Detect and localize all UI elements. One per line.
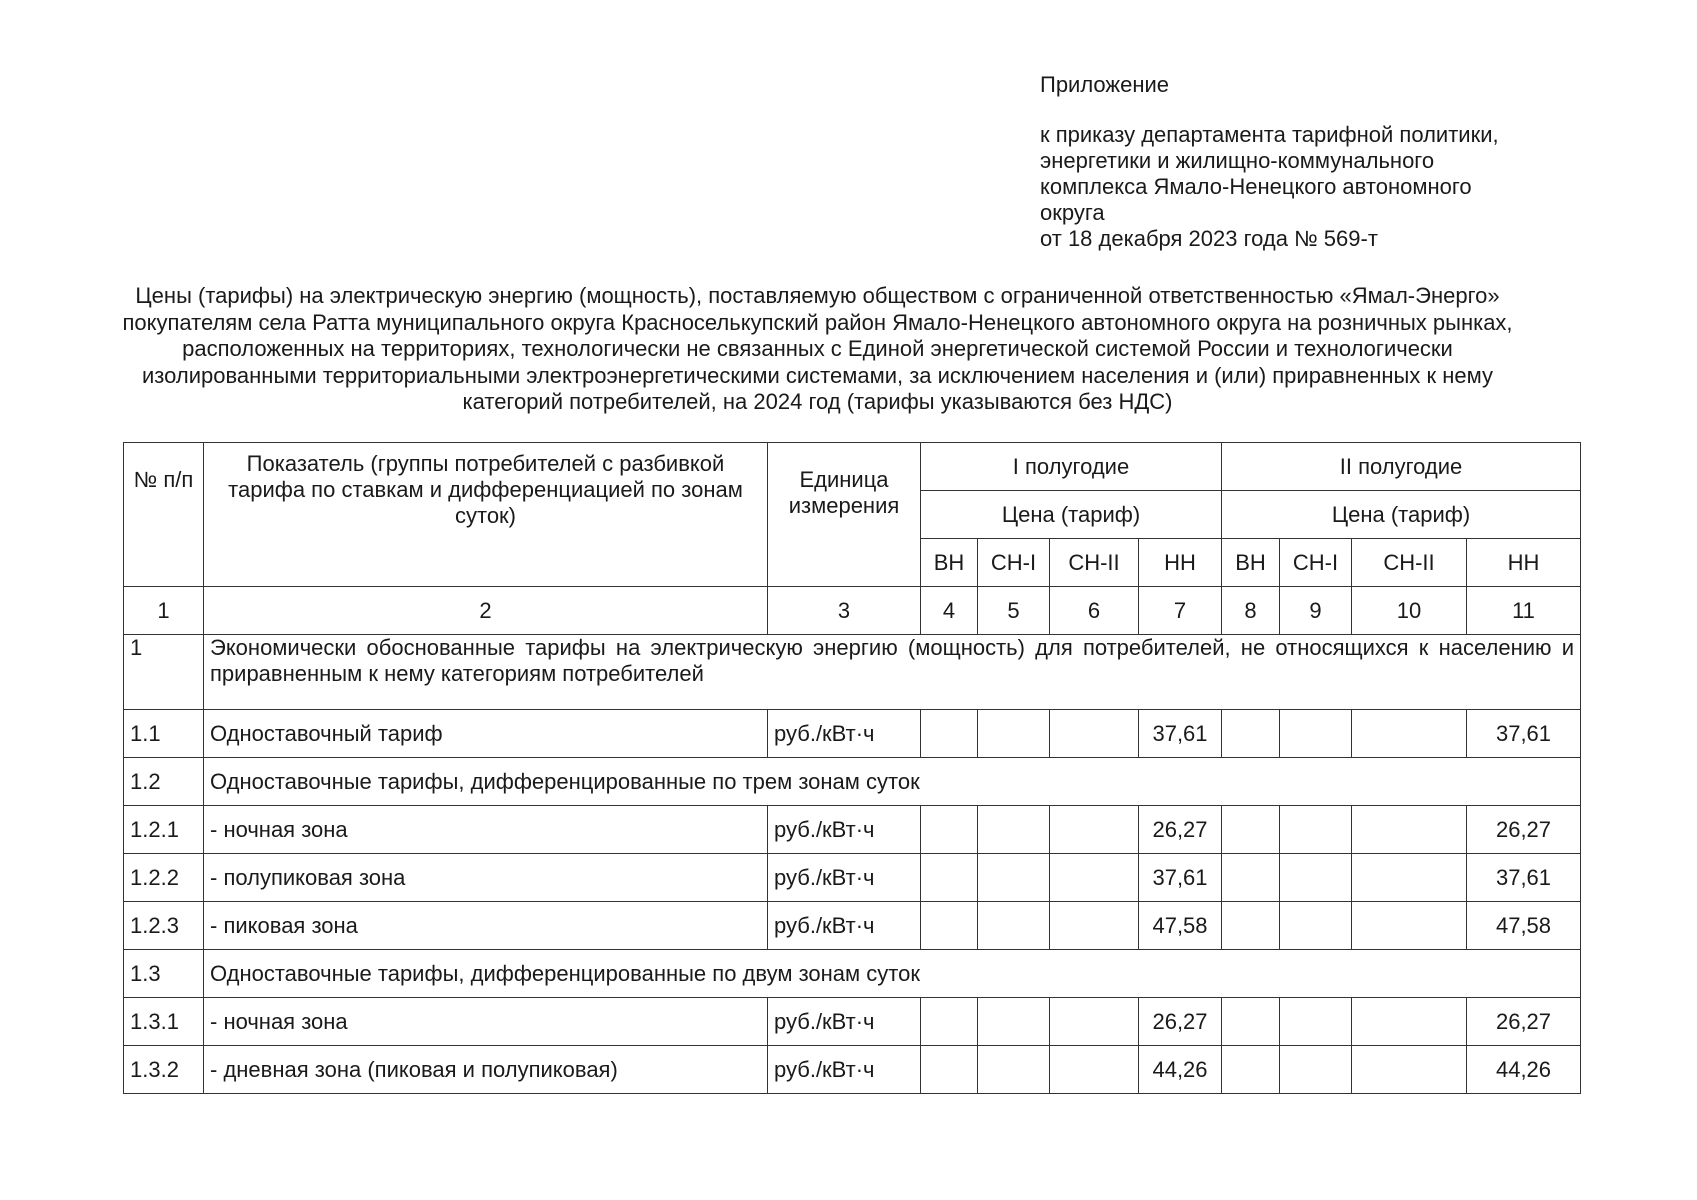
column-number: 2 <box>204 587 768 635</box>
tariff-value: 37,61 <box>1467 854 1581 902</box>
appendix-line: энергетики и жилищно-коммунального <box>1040 148 1435 173</box>
header-indicator: Показатель (группы потребителей с разбивкой тарифа по ставкам и дифференциацией по зонам суток) <box>204 443 768 587</box>
tariff-value <box>978 1046 1050 1094</box>
tariff-value <box>1280 806 1352 854</box>
tariff-value <box>1050 710 1139 758</box>
table-row <box>124 806 1581 854</box>
tariff-value: 26,27 <box>1139 806 1222 854</box>
column-number: 5 <box>978 587 1050 635</box>
tariff-value <box>978 854 1050 902</box>
tariff-value: 44,26 <box>1139 1046 1222 1094</box>
header-level-7: СН-II <box>1352 539 1467 587</box>
row-label: Одноставочный тариф <box>204 710 768 758</box>
column-number: 11 <box>1467 587 1581 635</box>
tariff-value <box>1280 710 1352 758</box>
column-number: 1 <box>124 587 204 635</box>
tariff-value: 47,58 <box>1139 902 1222 950</box>
header-unit: Единица измерения <box>768 443 921 587</box>
row-label: - дневная зона (пиковая и полупиковая) <box>204 1046 768 1094</box>
row-label: - ночная зона <box>204 998 768 1046</box>
tariff-value <box>1050 902 1139 950</box>
tariff-value <box>1050 1046 1139 1094</box>
tariff-value <box>1352 806 1467 854</box>
column-number: 7 <box>1139 587 1222 635</box>
tariff-value <box>978 806 1050 854</box>
tariff-table <box>123 442 1581 1094</box>
header-level-3: СН-II <box>1050 539 1139 587</box>
column-number: 3 <box>768 587 921 635</box>
title-line: расположенных на территориях, технологически не связанных с Единой энергетической системой России и технологически <box>182 336 1453 361</box>
tariff-value <box>1222 710 1280 758</box>
row-label: - пиковая зона <box>204 902 768 950</box>
tariff-value <box>1222 1046 1280 1094</box>
group-title: Одноставочные тарифы, дифференцированные по трем зонам суток <box>204 758 1581 806</box>
tariff-value: 26,27 <box>1467 806 1581 854</box>
tariff-value: 44,26 <box>1467 1046 1581 1094</box>
appendix-line: к приказу департамента тарифной политики, <box>1040 122 1499 147</box>
table-row <box>124 635 1581 710</box>
tariff-value: 37,61 <box>1139 854 1222 902</box>
header-level-4: НН <box>1139 539 1222 587</box>
row-unit: руб./кВт·ч <box>768 998 921 1046</box>
row-code: 1.2 <box>124 758 204 806</box>
table-row <box>124 710 1581 758</box>
tariff-value <box>921 902 978 950</box>
document-title <box>30 283 1605 416</box>
header-level-6: СН-I <box>1280 539 1352 587</box>
tariff-value <box>978 998 1050 1046</box>
tariff-value: 26,27 <box>1467 998 1581 1046</box>
title-line: Цены (тарифы) на электрическую энергию (мощность), поставляемую обществом с ограниченной ответственностью «Ямал-Энерго» <box>135 283 1500 308</box>
row-code: 1.2.3 <box>124 902 204 950</box>
tariff-value <box>921 854 978 902</box>
tariff-value <box>1050 998 1139 1046</box>
tariff-value: 37,61 <box>1139 710 1222 758</box>
table-row <box>124 902 1581 950</box>
tariff-value <box>921 806 978 854</box>
column-number: 10 <box>1352 587 1467 635</box>
group-title: Одноставочные тарифы, дифференцированные по двум зонам суток <box>204 950 1581 998</box>
row-code: 1.3 <box>124 950 204 998</box>
column-number: 4 <box>921 587 978 635</box>
table-row <box>124 950 1581 998</box>
title-line: изолированными территориальными электроэнергетическими системами, за исключением населения и (или) приравненных к нему <box>142 362 1493 388</box>
header-num: № п/п <box>124 443 204 587</box>
row-label: - полупиковая зона <box>204 854 768 902</box>
row-code: 1.2.1 <box>124 806 204 854</box>
row-unit: руб./кВт·ч <box>768 854 921 902</box>
section-title: Экономически обоснованные тарифы на электрическую энергию (мощность) для потребителей, не относящихся к населению и приравненным к нему категориям потребителей <box>204 635 1581 710</box>
tariff-value <box>1222 998 1280 1046</box>
row-unit: руб./кВт·ч <box>768 1046 921 1094</box>
row-code: 1.2.2 <box>124 854 204 902</box>
header-half-2: II полугодие <box>1222 443 1581 491</box>
title-line: категорий потребителей, на 2024 год (тарифы указываются без НДС) <box>462 389 1173 414</box>
title-line: покупателям села Ратта муниципального округа Красноселькупский район Ямало-Ненецкого автономного округа на розничных рынках, <box>122 309 1513 335</box>
row-unit: руб./кВт·ч <box>768 806 921 854</box>
tariff-value <box>921 710 978 758</box>
header-level-1: ВН <box>921 539 978 587</box>
tariff-value <box>1352 1046 1467 1094</box>
table-row <box>124 758 1581 806</box>
tariff-value <box>1352 854 1467 902</box>
tariff-value: 26,27 <box>1139 998 1222 1046</box>
tariff-value <box>921 1046 978 1094</box>
appendix-line: комплекса Ямало-Ненецкого автономного <box>1040 174 1472 199</box>
tariff-value <box>1352 902 1467 950</box>
tariff-value <box>1222 854 1280 902</box>
tariff-value: 47,58 <box>1467 902 1581 950</box>
tariff-value: 37,61 <box>1467 710 1581 758</box>
appendix-block <box>1040 72 1600 252</box>
tariff-value <box>1352 998 1467 1046</box>
table-row <box>124 1046 1581 1094</box>
tariff-value <box>1280 1046 1352 1094</box>
column-number: 6 <box>1050 587 1139 635</box>
tariff-value <box>1222 806 1280 854</box>
tariff-value <box>1222 902 1280 950</box>
header-price-2: Цена (тариф) <box>1222 491 1581 539</box>
tariff-value <box>1280 998 1352 1046</box>
appendix-line: округа <box>1040 200 1105 225</box>
row-code: 1.1 <box>124 710 204 758</box>
column-number: 8 <box>1222 587 1280 635</box>
tariff-value <box>921 998 978 1046</box>
tariff-value <box>1050 854 1139 902</box>
header-level-5: ВН <box>1222 539 1280 587</box>
row-code: 1 <box>124 635 204 710</box>
appendix-title: Приложение <box>1040 72 1170 97</box>
row-label: - ночная зона <box>204 806 768 854</box>
tariff-value <box>1280 902 1352 950</box>
header-price-1: Цена (тариф) <box>921 491 1222 539</box>
tariff-value <box>978 902 1050 950</box>
tariff-value <box>978 710 1050 758</box>
header-level-2: СН-I <box>978 539 1050 587</box>
table-row <box>124 998 1581 1046</box>
table-row <box>124 854 1581 902</box>
header-level-8: НН <box>1467 539 1581 587</box>
tariff-value <box>1280 854 1352 902</box>
row-unit: руб./кВт·ч <box>768 710 921 758</box>
row-unit: руб./кВт·ч <box>768 902 921 950</box>
header-half-1: I полугодие <box>921 443 1222 491</box>
row-code: 1.3.2 <box>124 1046 204 1094</box>
appendix-line: от 18 декабря 2023 года № 569-т <box>1040 226 1378 251</box>
tariff-value <box>1352 710 1467 758</box>
column-number: 9 <box>1280 587 1352 635</box>
row-code: 1.3.1 <box>124 998 204 1046</box>
tariff-value <box>1050 806 1139 854</box>
